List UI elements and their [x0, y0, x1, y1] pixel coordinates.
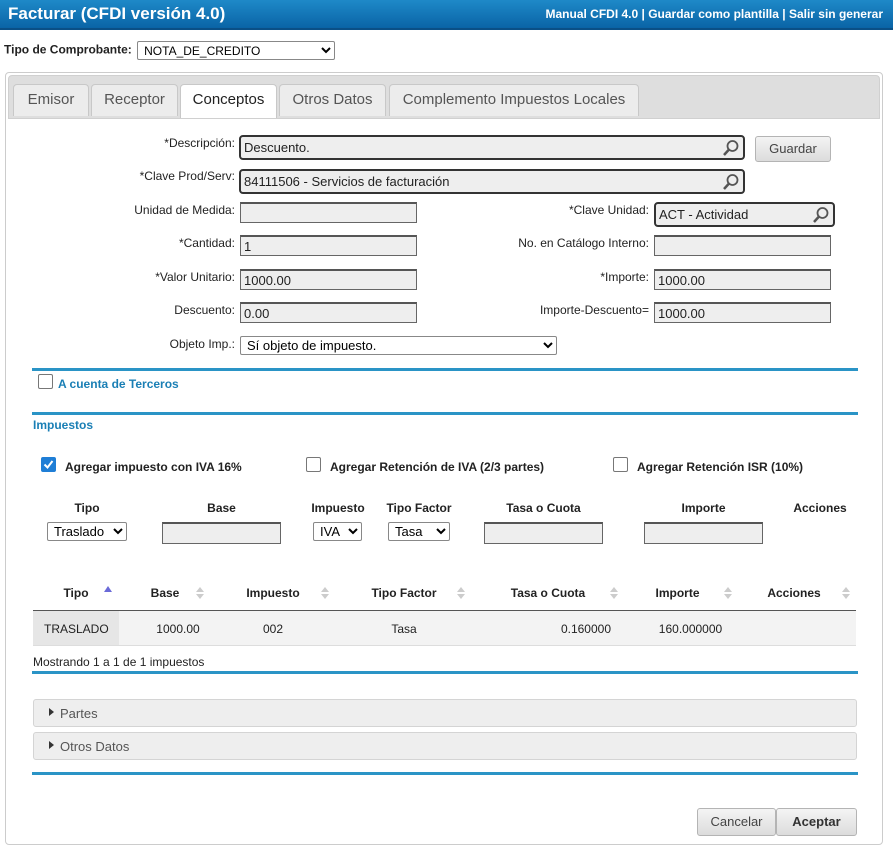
- manual-link[interactable]: Manual CFDI 4.0: [545, 7, 639, 21]
- tab-complemento-impuestos[interactable]: Complemento Impuestos Locales: [389, 84, 639, 116]
- retencion-iva-checkbox[interactable]: [306, 457, 321, 472]
- table-info: Mostrando 1 a 1 de 1 impuestos: [33, 655, 205, 669]
- tab-receptor[interactable]: Receptor: [91, 84, 178, 116]
- entry-tipo-factor-select[interactable]: [388, 522, 450, 541]
- entry-tipo-select[interactable]: [47, 522, 127, 541]
- importe-descuento-label: Importe-Descuento=: [539, 303, 649, 317]
- cell-tipo-factor: Tasa: [391, 622, 417, 636]
- clave-prod-value: 84111506 - Servicios de facturación: [244, 174, 450, 189]
- col-header-importe[interactable]: Importe: [655, 586, 700, 600]
- cantidad-label: *Cantidad:: [178, 236, 235, 250]
- entry-header-tipo: Tipo: [74, 501, 100, 515]
- sort-icon[interactable]: [842, 586, 850, 600]
- descuento-input[interactable]: 0.00: [240, 302, 417, 323]
- catalogo-interno-input[interactable]: [654, 235, 831, 256]
- clave-unidad-value: ACT - Actividad: [659, 207, 749, 222]
- descripcion-value: Descuento.: [244, 140, 310, 155]
- entry-header-tipo-factor: Tipo Factor: [386, 501, 452, 515]
- importe-input[interactable]: 1000.00: [654, 269, 831, 290]
- divider: [32, 368, 858, 371]
- entry-tasa-input[interactable]: [484, 522, 603, 544]
- link-separator: |: [778, 7, 789, 21]
- valor-unitario-input[interactable]: 1000.00: [240, 269, 417, 290]
- descripcion-label: *Descripción:: [164, 136, 235, 150]
- partes-accordion-title: Partes: [60, 706, 98, 721]
- guardar-button[interactable]: Guardar: [755, 136, 831, 162]
- entry-header-importe: Importe: [681, 501, 726, 515]
- sort-icon[interactable]: [457, 586, 465, 600]
- entry-header-impuesto: Impuesto: [311, 501, 365, 515]
- objeto-imp-label: Objeto Imp.:: [169, 337, 235, 351]
- window-title: Facturar (CFDI versión 4.0): [8, 4, 226, 23]
- divider: [32, 412, 858, 415]
- entry-impuesto-select[interactable]: [313, 522, 362, 541]
- search-icon[interactable]: [722, 173, 740, 191]
- iva-16-label: Agregar impuesto con IVA 16%: [65, 460, 242, 474]
- sort-asc-icon[interactable]: [104, 583, 112, 597]
- retencion-isr-checkbox[interactable]: [613, 457, 628, 472]
- exit-without-saving-link[interactable]: Salir sin generar: [788, 7, 883, 21]
- tab-otros-datos[interactable]: Otros Datos: [279, 84, 386, 116]
- objeto-imp-select[interactable]: [240, 336, 557, 355]
- cell-tipo: TRASLADO: [44, 622, 109, 636]
- cell-importe: 160.000000: [658, 622, 723, 636]
- iva-16-checkbox[interactable]: [41, 457, 56, 472]
- otros-datos-accordion-title: Otros Datos: [60, 739, 130, 754]
- tab-bar: [8, 75, 880, 119]
- table-row[interactable]: [33, 611, 856, 646]
- sort-icon[interactable]: [196, 586, 204, 600]
- accept-button[interactable]: Aceptar: [776, 808, 857, 836]
- sort-icon[interactable]: [321, 586, 329, 600]
- partes-accordion[interactable]: [33, 699, 857, 727]
- entry-header-tasa: Tasa o Cuota: [506, 501, 581, 515]
- save-template-link[interactable]: Guardar como plantilla: [648, 7, 779, 21]
- importe-label: *Importe:: [600, 270, 649, 284]
- voucher-type-row: [4, 41, 335, 60]
- clave-prod-field[interactable]: [239, 169, 745, 194]
- col-header-acciones[interactable]: Acciones: [767, 586, 821, 600]
- expand-arrow-icon: [49, 708, 54, 716]
- unidad-medida-input[interactable]: [240, 202, 417, 223]
- col-header-base[interactable]: Base: [150, 586, 180, 600]
- divider: [32, 772, 858, 775]
- col-header-impuesto[interactable]: Impuesto: [246, 586, 300, 600]
- tab-emisor[interactable]: Emisor: [13, 84, 89, 116]
- sort-icon[interactable]: [610, 586, 618, 600]
- col-header-tipo-factor[interactable]: Tipo Factor: [371, 586, 437, 600]
- terceros-label: A cuenta de Terceros: [58, 377, 179, 391]
- expand-arrow-icon: [49, 741, 54, 749]
- importe-descuento-input[interactable]: 1000.00: [654, 302, 831, 323]
- search-icon[interactable]: [722, 139, 740, 157]
- terceros-checkbox[interactable]: [38, 374, 53, 389]
- entry-base-input[interactable]: [162, 522, 281, 544]
- clave-unidad-field[interactable]: [654, 202, 835, 227]
- checkmark-icon: [42, 458, 55, 471]
- retencion-iva-label: Agregar Retención de IVA (2/3 partes): [330, 460, 545, 474]
- clave-prod-label: *Clave Prod/Serv:: [139, 169, 235, 183]
- cantidad-input[interactable]: 1: [240, 235, 417, 256]
- otros-datos-accordion[interactable]: [33, 732, 857, 760]
- valor-unitario-label: *Valor Unitario:: [155, 270, 235, 284]
- header-links: [546, 7, 884, 21]
- entry-header-acciones: Acciones: [793, 501, 847, 515]
- col-header-tasa[interactable]: Tasa o Cuota: [510, 586, 586, 600]
- clave-unidad-label: *Clave Unidad:: [568, 203, 649, 217]
- entry-importe-input[interactable]: [644, 522, 763, 544]
- tab-conceptos[interactable]: Conceptos: [180, 84, 277, 118]
- search-icon[interactable]: [812, 206, 830, 224]
- descripcion-field[interactable]: [239, 135, 745, 160]
- cancel-button[interactable]: Cancelar: [697, 808, 776, 836]
- cell-impuesto: 002: [262, 622, 284, 636]
- descuento-label: Descuento:: [174, 303, 235, 317]
- retencion-isr-label: Agregar Retención ISR (10%): [637, 460, 804, 474]
- impuestos-title: Impuestos: [33, 418, 94, 432]
- unidad-medida-label: Unidad de Medida:: [134, 203, 235, 217]
- col-header-tipo[interactable]: Tipo: [63, 586, 89, 600]
- catalogo-interno-label: No. en Catálogo Interno:: [518, 236, 649, 250]
- divider: [32, 671, 858, 674]
- entry-header-base: Base: [207, 501, 236, 515]
- voucher-type-select[interactable]: [137, 41, 335, 60]
- sort-icon[interactable]: [724, 586, 732, 600]
- link-separator: |: [638, 7, 649, 21]
- title-bar: [0, 0, 893, 30]
- cell-tasa: 0.160000: [560, 622, 611, 636]
- cell-base: 1000.00: [156, 622, 200, 636]
- voucher-type-label: Tipo de Comprobante:: [4, 42, 132, 57]
